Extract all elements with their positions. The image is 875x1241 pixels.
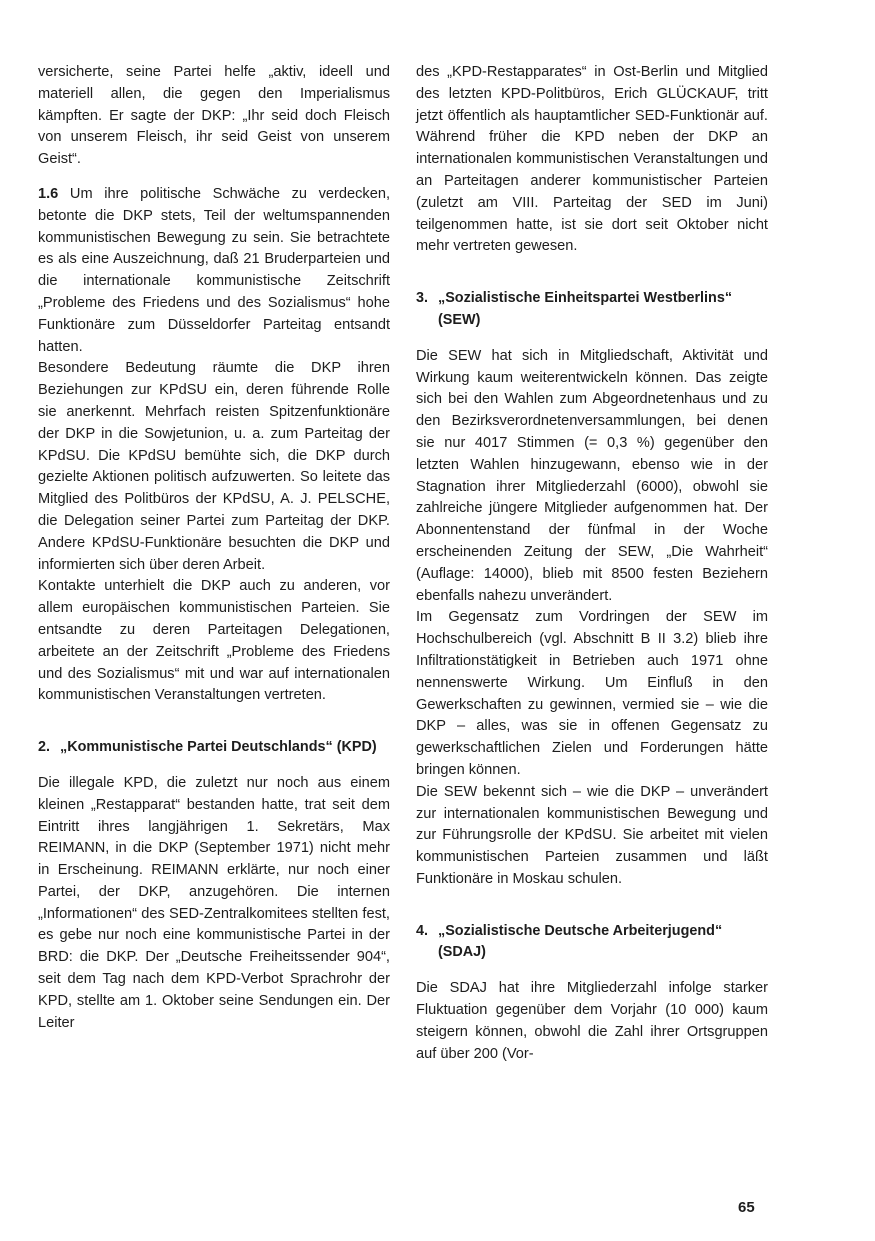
section-heading-kpd xyxy=(38,737,390,759)
section-title: „Kommunistische Partei Deutschlands“ (KPD) xyxy=(60,739,377,756)
paragraph: Kontakte unterhielt die DKP auch zu anderen, vor allem europäischen kommunistischen Parteien. Sie entsandte zu deren Parteitagen Delegationen, arbeitete an der Zeitschrift „Probleme des Friedens und des Sozialismus“ mit und war auf internationalen kommunistischen Veranstaltungen vertreten. xyxy=(38,578,390,704)
section-heading-sew xyxy=(416,288,768,332)
section-title: „Sozialistische Einheitspartei Westberlins“ (SEW) xyxy=(438,290,733,328)
paragraph: Die SEW bekennt sich – wie die DKP – unverändert zur internationalen kommunistischen Bewegung und zur Führungsrolle der KPdSU. Sie arbeitet mit vielen kommunistischen Parteien zusammen und läßt Funktionäre in Moskau schulen. xyxy=(416,783,768,887)
paragraph: Die SEW hat sich in Mitgliedschaft, Aktivität und Wirkung kaum weiterentwickeln können. Das zeigte sich bei den Wahlen zum Abgeordnetenhaus und zu den Bezirksverordnetenversammlungen, bei denen sie nur 4017 Stimmen (= 0,3 %) gegenüber den letzten Wahlen hinzugewann, ebenso wie in der Stagnation ihrer Mitgliederzahl (6000), obwohl sie zahlreiche jüngere Mitglieder aufgenommen hat. Der Abonnentenstand der fünfmal in der Woche erscheinenden Zeitung der SEW, „Die Wahrheit“ (Auflage: 14000), blieb mit 8500 festen Beziehern ebenfalls nahezu unverändert. xyxy=(416,347,768,604)
paragraph: versicherte, seine Partei helfe „aktiv, ideell und materiell allen, die gegen den Imperialismus kämpften. Er sagte der DKP: „Ihr seid doch Fleisch von unserem Fleisch, ihr seid Geist von unserem Geist“. xyxy=(38,64,390,168)
paragraph: Die illegale KPD, die zuletzt nur noch aus einem kleinen „Restapparat“ bestanden hatte, trat seit dem Eintritt ihres langjährigen 1. Sekretärs, Max REIMANN, in die DKP (September 1971) nicht mehr in Erscheinung. REIMANN erklärte, nur noch einer Partei, der DKP, anzugehören. Die internen „Informationen“ des SED-Zentralkomitees stellten fest, es gebe nur noch eine kommunistische Partei in der BRD: die DKP. Der „Deutsche Freiheitssender 904“, seit dem Tag nach dem KPD-Verbot Sprachrohr der KPD, stellte am 1. Oktober seine Sendungen ein. Der Leiter xyxy=(38,774,390,1031)
paragraph: des „KPD-Restapparates“ in Ost-Berlin und Mitglied des letzten KPD-Politbüros, Erich GLÜCKAUF, tritt jetzt öffentlich als hauptamtlicher SED-Funktionär auf. Während früher die KPD neben der DKP an internationalen kommunistischen Veranstaltungen und an Parteitagen anderer kommunistischer Parteien (zuletzt am VIII. Parteitag der SED im Juni) teilgenommen hatte, ist sie dort seit Oktober nicht mehr vertreten gewesen. xyxy=(416,64,768,255)
paragraph-1-6 xyxy=(38,184,390,358)
left-column xyxy=(38,62,390,1034)
paragraph: Im Gegensatz zum Vordringen der SEW im Hochschulbereich (vgl. Abschnitt B II 3.2) blieb ihre Infiltrationstätigkeit in Betrieben auch 1971 ohne nennenswerte Wirkung. Um Einfluß in den Gewerkschaften zu gewinnen, vermied sie – wie die DKP – alles, was sie in offenen Gegensatz zu gewerkschaftlichen Zielen und Forderungen hätte bringen können. xyxy=(416,609,768,778)
section-number: 2. xyxy=(38,739,51,756)
section-heading-sdaj xyxy=(416,921,768,965)
paragraph: Die SDAJ hat ihre Mitgliederzahl infolge starker Fluktuation gegenüber dem Vorjahr (10 000) kaum steigern können, obwohl die Zahl ihrer Ortsgruppen auf über 200 (Vor- xyxy=(416,980,768,1062)
right-column xyxy=(416,62,768,1065)
section-number: 4. xyxy=(416,922,429,939)
paragraph: Besondere Bedeutung räumte die DKP ihren Beziehungen zur KPdSU ein, deren führende Rolle sie anerkennt. Mehrfach reisten Spitzenfunktionäre der DKP in die Sowjetunion, u. a. zum Parteitag der KPdSU. Die KPdSU bemühte sich, die DKP durch gezielte Aktionen politisch aufzuwerten. So leitete das Mitglied des Politbüros der KPdSU, A. J. PELSCHE, die Delegation seiner Partei zum Parteitag der DKP. Andere KPdSU-Funktionäre besuchten die DKP und informierten sich über deren Arbeit. xyxy=(38,360,390,573)
page-number: 65 xyxy=(738,1199,755,1216)
paragraph-text: Um ihre politische Schwäche zu verdecken, betonte die DKP stets, Teil der weltumspannenden kommunistischen Bewegung zu sein. Sie betrachtete es als eine Auszeichnung, daß 21 Bruderparteien und die internationale kommunistische Zeitschrift „Probleme des Friedens und des Sozialismus“ hohe Funktionäre zum Düsseldorfer Parteitag entsandt hatten. xyxy=(38,185,390,355)
section-title: „Sozialistische Deutsche Arbeiterjugend“ (SDAJ) xyxy=(438,922,723,961)
section-number: 3. xyxy=(416,290,429,307)
section-number: 1.6 xyxy=(38,185,59,202)
